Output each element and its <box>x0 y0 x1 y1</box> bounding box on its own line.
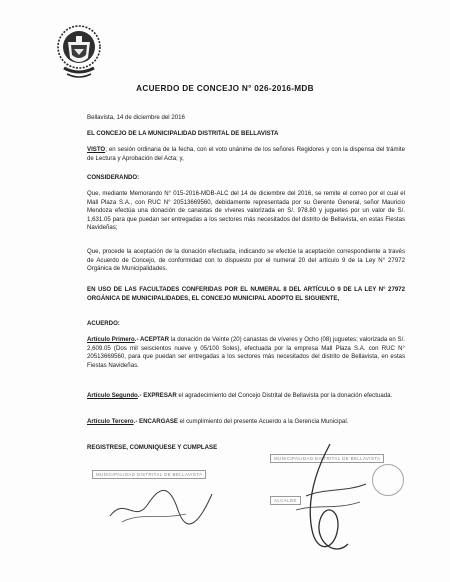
visto-label: VISTO <box>87 146 106 153</box>
visto-paragraph <box>87 146 405 163</box>
closing-formula: REGISTRESE, COMUNIQUESE Y CUMPLASE <box>87 444 218 451</box>
considerando-paragraph-1: Que, mediante Memorando N° 015-2016-MDB-ALC del 14 de diciembre del 2016, se remite el correo por el cual el Mall Plaza S.A., con RUC N° 20513669560, debidamente representada por su Gerente General, señor Mauricio Mendoza efectúa una donación de canastas de víveres valorizada en S/. 978.80 y juguetes por un valor de S/. 1,631.05 para que puedan ser entregadas a los sectores más necesitados del distrito de Bellavista, en estas Fiestas Navideñas; <box>87 190 405 232</box>
powers-paragraph: EN USO DE LAS FACULTADES CONFERIDAS POR EL NUMERAL 8 DEL ARTÍCULO 9 DE LA LEY N° 27972 ORGÁNICA DE MUNICIPALIDADES, EL CONCEJO MUNICIPAL ADOPTO EL SIGUIENTE, <box>87 286 405 302</box>
right-role-stamp: ALCALDE <box>270 496 301 505</box>
considerando-heading: CONSIDERANDO: <box>87 174 140 181</box>
article-second-label: Artículo Segundo <box>87 392 138 399</box>
acuerdo-heading: ACUERDO: <box>87 320 120 327</box>
article-first-text: la donación de Veinte (20) canastas de víveres y Ocho (08) juguetes; valorizada en S/. 2,609.05 (Dos mil seiscientos nueve y 05/100 Soles), efectuada por la empresa Mall Plaza S.A. con RUC N° 20513669560, para que puedan ser entregadas a los sectores más necesitados del distrito de Bellavista, en estas Fiestas Navideñas. <box>87 336 405 369</box>
council-heading: EL CONCEJO DE LA MUNICIPALIDAD DISTRITAL DE BELLAVISTA <box>87 130 279 137</box>
article-third <box>87 418 405 427</box>
round-seal-stamp <box>372 464 404 496</box>
article-second-text: el agradecimiento del Concejo Distrital de Bellavista por la donación efectuada. <box>176 392 393 399</box>
page-title: ACUERDO DE CONCEJO N° 026-2016-MDB <box>136 84 314 93</box>
article-first-label: Artículo Primero <box>87 336 135 343</box>
article-first <box>87 336 405 370</box>
right-signature <box>286 440 376 560</box>
date-line: Bellavista, 14 de diciembre del 2016 <box>87 114 185 121</box>
article-third-verb: .- ENCARGASE <box>133 418 178 425</box>
municipal-seal-logo <box>56 24 102 84</box>
visto-text: ; en sesión ordinaria de la fecha, con el voto unánime de los señores Regidores y con la dispensa del trámite de Lectura y Aprobación del Acta; y, <box>87 146 405 162</box>
article-second <box>87 392 405 401</box>
article-third-text: el cumplimiento del presente Acuerdo a la Gerencia Municipal. <box>177 418 349 425</box>
article-first-verb: .- ACEPTAR <box>134 336 170 343</box>
article-second-verb: .- EXPRESAR <box>137 392 177 399</box>
article-third-label: Artículo Tercero <box>87 418 134 425</box>
left-official-stamp: MUNICIPALIDAD DISTRITAL DE BELLAVISTA <box>92 470 206 479</box>
left-signature <box>100 476 220 536</box>
right-official-stamp: MUNICIPALIDAD DISTRITAL DE BELLAVISTA <box>270 454 384 463</box>
considerando-paragraph-2: Que, procede la aceptación de la donación efectuada, indicando se efectúe la aceptación correspondiente a través de Acuerdo de Concejo, de conformidad con lo dispuesto por el numeral 20 del artículo 9 de la Ley N° 27972 Orgánica de Municipalidades. <box>87 248 405 273</box>
